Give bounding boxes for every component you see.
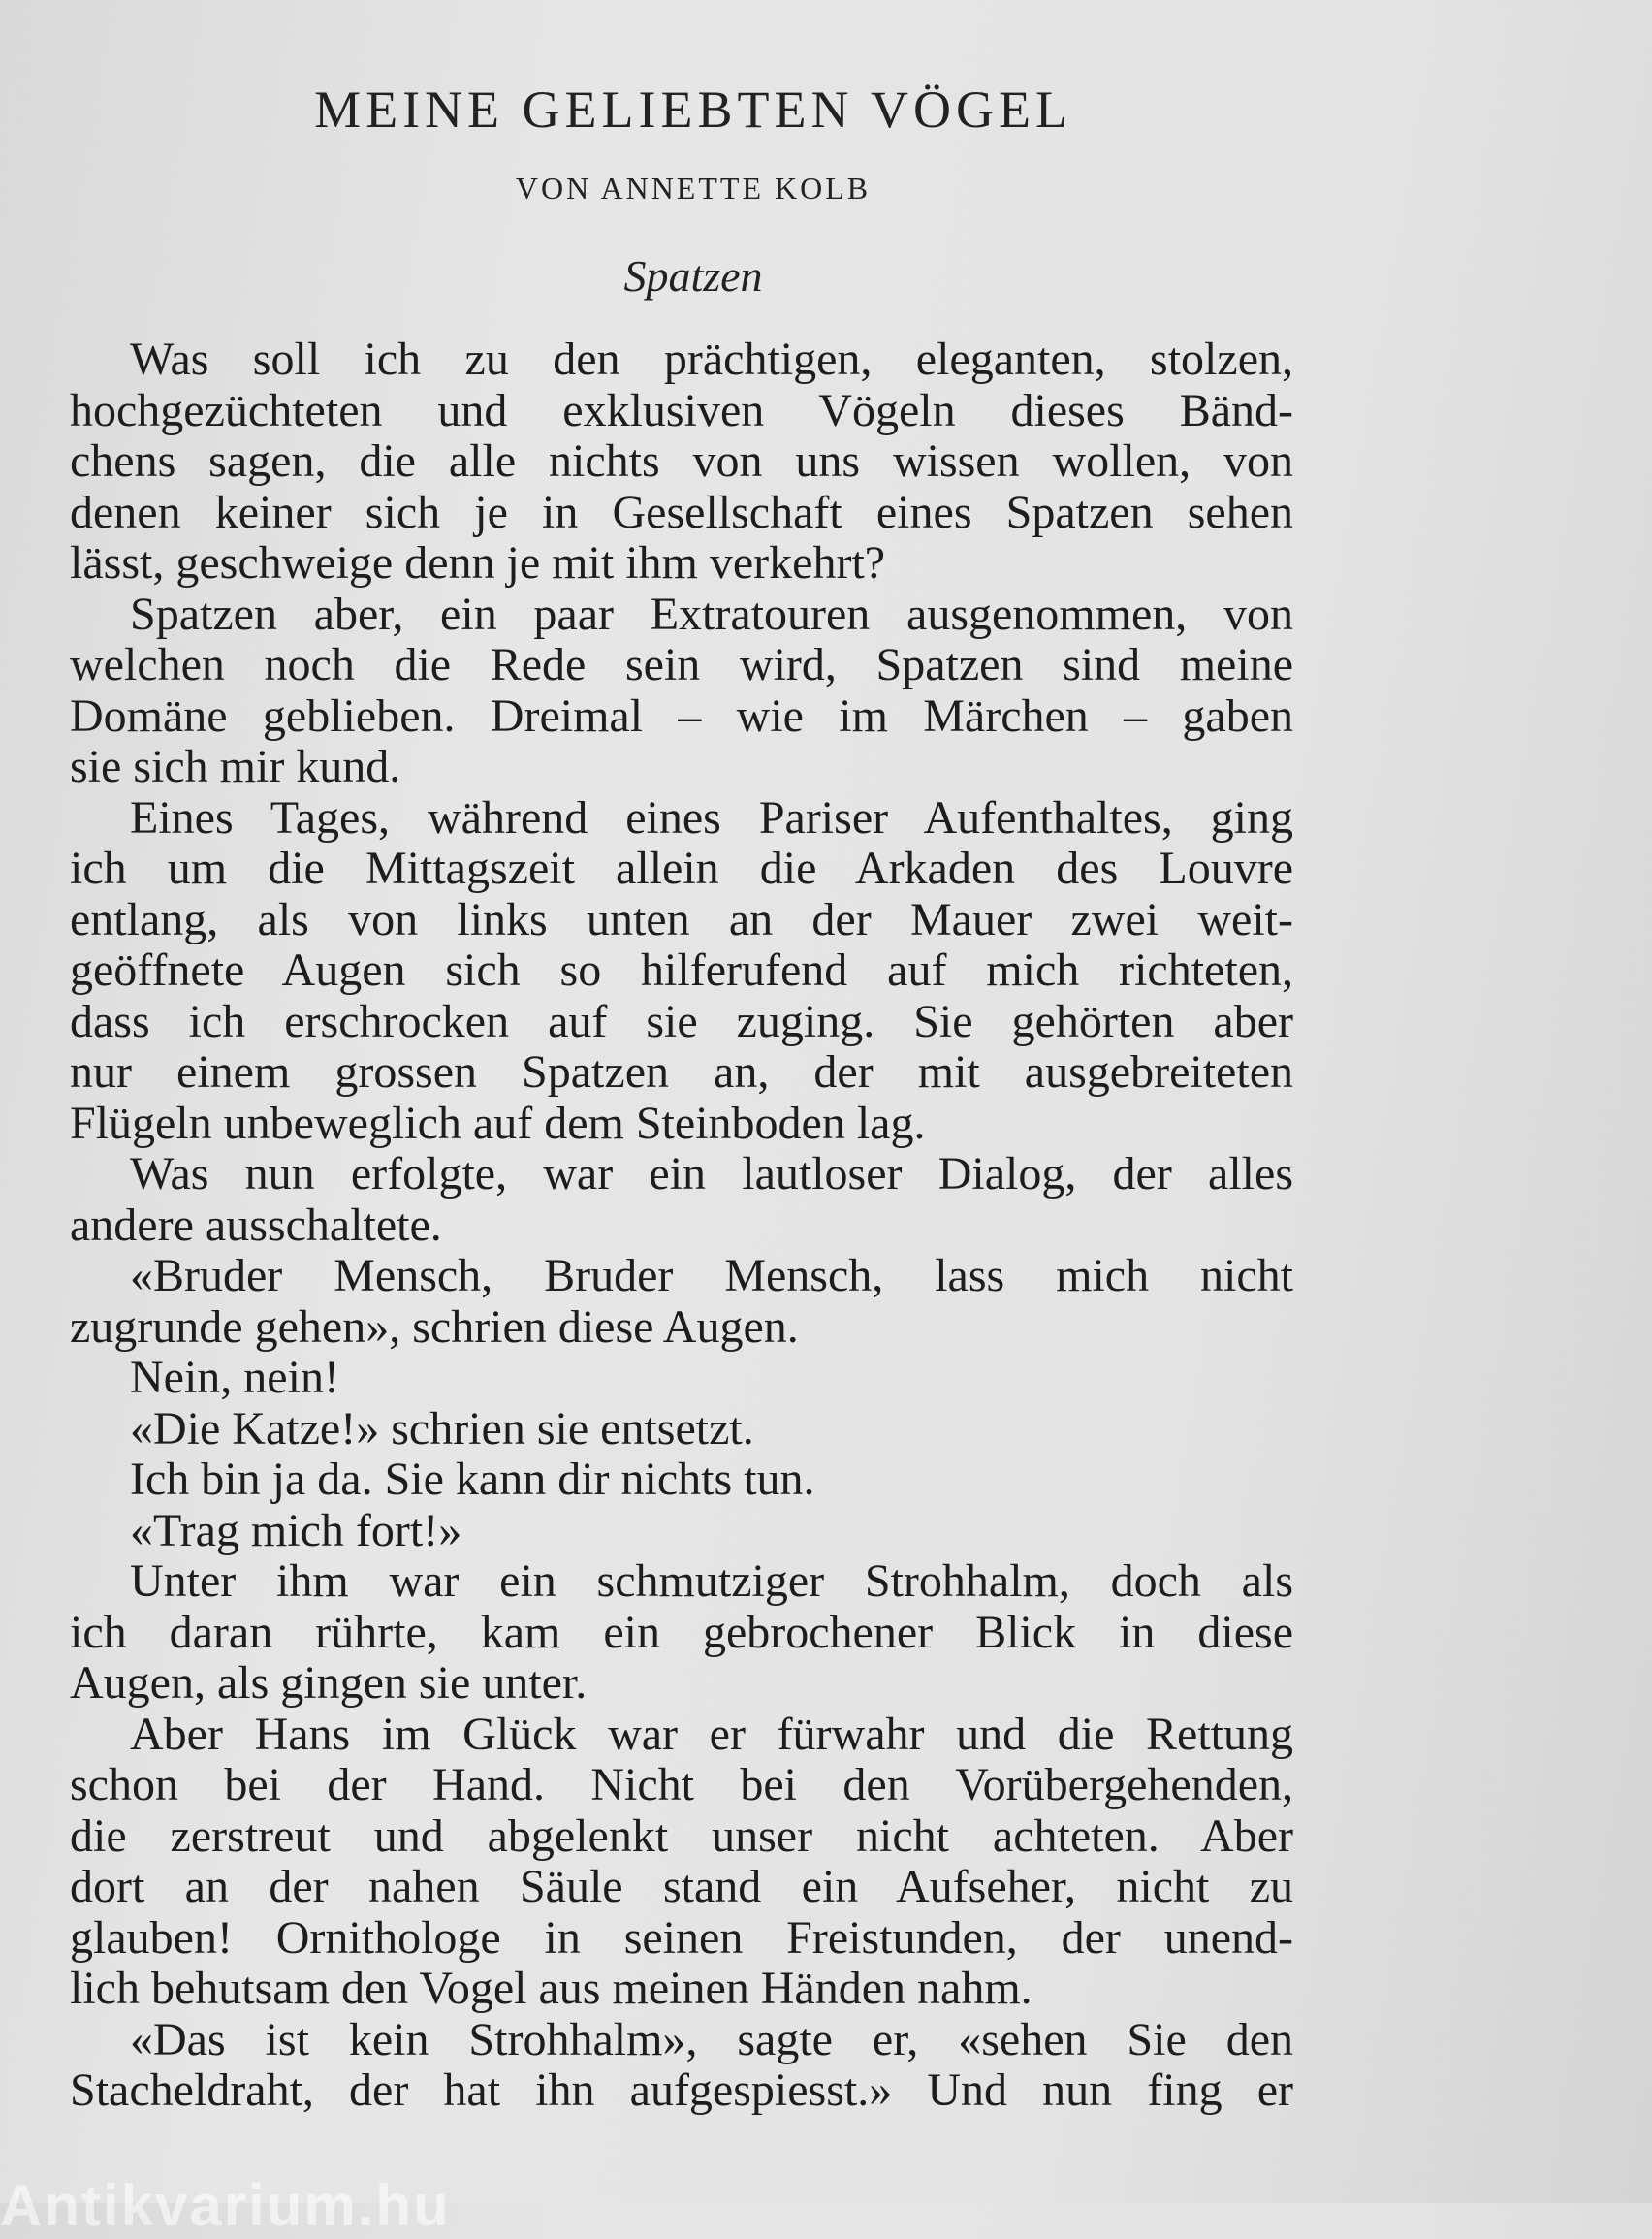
text-line: «Bruder Mensch, Bruder Mensch, lass mich nicht — [130, 1250, 1293, 1301]
text-line: Nein, nein! — [130, 1352, 339, 1403]
text-line: «Das ist kein Strohhalm», sagte er, «sehen Sie den — [130, 2013, 1293, 2065]
text-line: ich um die Mittagszeit allein die Arkaden des Louvre — [70, 843, 1293, 894]
text-line: entlang, als von links unten an der Mauer zwei weit- — [70, 893, 1293, 945]
text-line: chens sagen, die alle nichts von uns wissen wollen, von — [70, 435, 1293, 487]
text-line: Aber Hans im Glück war er fürwahr und die Rettung — [130, 1708, 1293, 1760]
text-line: lich behutsam den Vogel aus meinen Händen nahm. — [70, 1963, 1032, 2014]
text-line: Domäne geblieben. Dreimal – wie im Märchen – gaben — [70, 689, 1293, 742]
text-line: schon bei der Hand. Nicht bei den Vorübergehenden, — [70, 1759, 1293, 1810]
text-line: Unter ihm war ein schmutziger Strohhalm, doch als — [130, 1555, 1293, 1607]
text-line: Spatzen aber, ein paar Extratouren ausgenommen, von — [130, 588, 1293, 640]
text-line: Ich bin ja da. Sie kann dir nichts tun. — [130, 1454, 815, 1505]
text-line: Stacheldraht, der hat ihn aufgespiesst.» Und nun fing er — [70, 2064, 1293, 2116]
text-line: geöffnete Augen sich so hilferufend auf mich richteten, — [70, 944, 1293, 996]
text-line: Was nun erfolgte, war ein lautloser Dialog, der alles — [130, 1148, 1293, 1199]
text-line: welchen noch die Rede sein wird, Spatzen sind meine — [70, 639, 1293, 690]
section-heading: Spatzen — [623, 251, 763, 301]
body-text — [70, 335, 1293, 2117]
text-line: lässt, geschweige denn je mit ihm verkehrt? — [70, 537, 886, 589]
text-line: «Die Katze!» schrien sie entsetzt. — [130, 1402, 754, 1455]
author-byline: VON ANNETTE KOLB — [515, 171, 872, 206]
text-line: nur einem grossen Spatzen an, der mit ausgebreiteten — [70, 1046, 1293, 1098]
text-line: «Trag mich fort!» — [130, 1504, 462, 1556]
text-line: Flügeln unbeweglich auf dem Steinboden lag. — [70, 1097, 926, 1149]
text-line: denen keiner sich je in Gesellschaft eines Spatzen sehen — [70, 486, 1293, 538]
text-line: zugrunde gehen», schrien diese Augen. — [70, 1300, 799, 1353]
text-line: Was soll ich zu den prächtigen, eleganten, stolzen, — [130, 334, 1293, 385]
text-line: dort an der nahen Säule stand ein Aufseher, nicht zu — [70, 1861, 1293, 1912]
text-line: ich daran rührte, kam ein gebrochener Blick in diese — [70, 1606, 1293, 1658]
text-line: dass ich erschrocken auf sie zuging. Sie gehörten aber — [70, 995, 1293, 1047]
watermark: Antikvarium.hu — [0, 2173, 451, 2238]
text-line: Eines Tages, während eines Pariser Aufenthaltes, ging — [130, 791, 1293, 844]
text-line: glauben! Ornithologe in seinen Freistunden, der unend- — [70, 1911, 1293, 1964]
text-line: sie sich mir kund. — [70, 741, 401, 792]
text-line: hochgezüchteten und exklusiven Vögeln dieses Bänd- — [70, 384, 1293, 436]
chapter-title: MEINE GELIEBTEN VÖGEL — [314, 80, 1072, 139]
text-line: die zerstreut und abgelenkt unser nicht achteten. Aber — [70, 1809, 1293, 1862]
text-line: Augen, als gingen sie unter. — [70, 1657, 588, 1709]
text-line: andere ausschaltete. — [70, 1199, 442, 1251]
